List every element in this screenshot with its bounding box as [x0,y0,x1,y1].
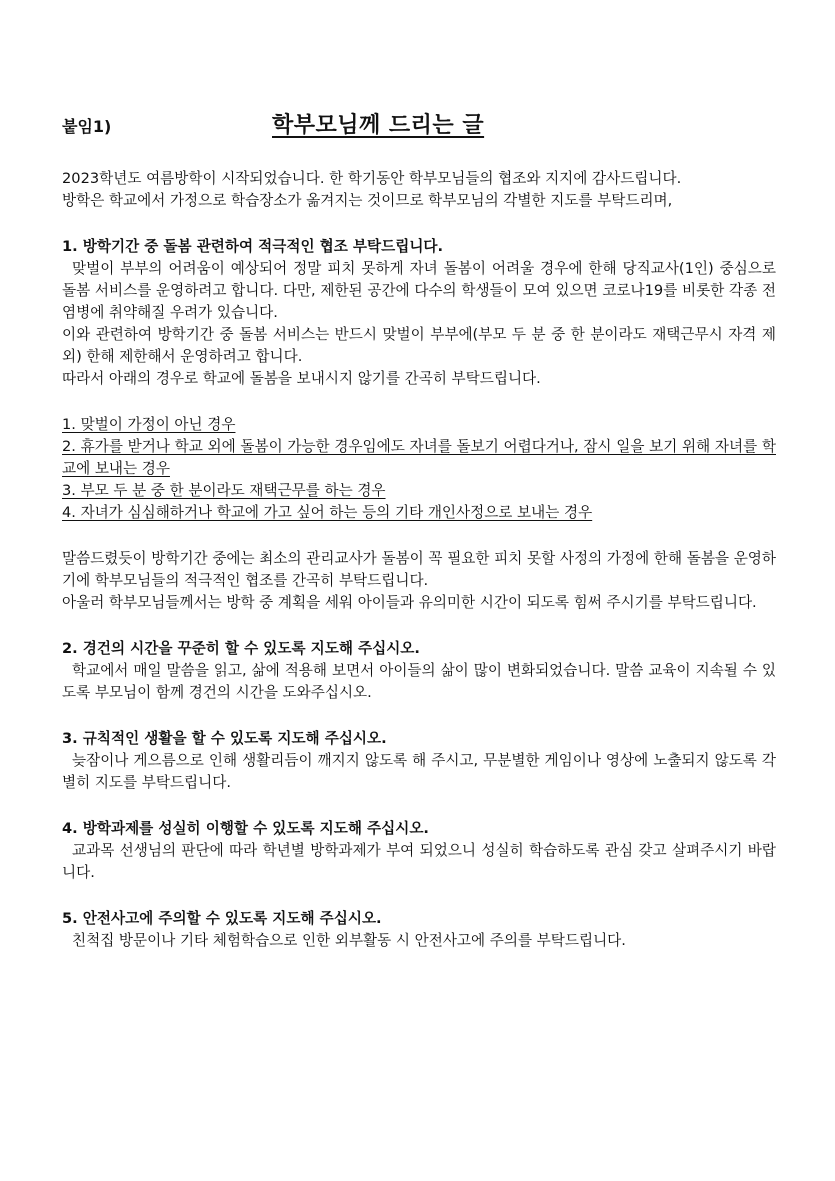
section-1-paragraph-5: 아울러 학부모님들께서는 방학 중 계획을 세워 아이들과 유의미한 시간이 되도록 힘써 주시기를 부탁드립니다. [62,594,757,611]
attachment-label: 붙임1) [62,117,112,136]
case-item-4: 4. 자녀가 심심해하거나 학교에 가고 싶어 하는 등의 기타 개인사정으로 보내는 경우 [62,504,593,521]
section-5-heading: 5. 안전사고에 주의할 수 있도록 지도해 주십시오. [62,910,382,927]
intro-line-1: 2023학년도 여름방학이 시작되었습니다. 한 학기동안 학부모님들의 협조와 지지에 감사드립니다. [62,170,682,187]
section-1-heading: 1. 방학기간 중 돌봄 관련하여 적극적인 협조 부탁드립니다. [62,238,444,255]
section-2-heading: 2. 경건의 시간을 꾸준히 할 수 있도록 지도해 주십시오. [62,640,420,657]
section-2-body: 학교에서 매일 말씀을 읽고, 삶에 적용해 보면서 아이들의 삶이 많이 변화되었습니다. 말씀 교육이 지속될 수 있도록 부모님이 함께 경건의 시간을 도와주십시오. [62,662,776,701]
case-item-2: 2. 휴가를 받거나 학교 외에 돌봄이 가능한 경우임에도 자녀를 돌보기 어렵다거나, 잠시 일을 보기 위해 자녀를 학교에 보내는 경우 [62,438,776,477]
section-1-paragraph-4: 말씀드렸듯이 방학기간 중에는 최소의 관리교사가 돌봄이 꼭 필요한 피치 못할 사정의 가정에 한해 돌봄을 운영하기에 학부모님들의 적극적인 협조를 간곡히 부탁드립니다. [62,550,776,589]
section-1-paragraph-2: 이와 관련하여 방학기간 중 돌봄 서비스는 반드시 맞벌이 부부에(부모 두 분 중 한 분이라도 재택근무시 자격 제외) 한해 제한해서 운영하려고 합니다. [62,326,776,365]
case-item-3: 3. 부모 두 분 중 한 분이라도 재택근무를 하는 경우 [62,482,386,499]
section-1-paragraph-1: 맞벌이 부부의 어려움이 예상되어 정말 피치 못하게 자녀 돌봄이 어려울 경우에 한해 당직교사(1인) 중심으로 돌봄 서비스를 운영하려고 합니다. 다만, 제한된 공간에 다수의 학생들이 모여 있으면 코로나19를 비롯한 각종 전염병에 취약해질 우려가 있습니다. [62,260,776,321]
section-3-body: 늦잠이나 게으름으로 인해 생활리듬이 깨지지 않도록 해 주시고, 무분별한 게임이나 영상에 노출되지 않도록 각별히 지도를 부탁드립니다. [62,752,776,791]
section-5-body: 친척집 방문이나 기타 체험학습으로 인한 외부활동 시 안전사고에 주의를 부탁드립니다. [72,932,626,949]
document-header [62,108,782,140]
section-1-paragraph-3: 따라서 아래의 경우로 학교에 돌봄을 보내시지 않기를 간곡히 부탁드립니다. [62,370,541,387]
page-title: 학부모님께 드리는 글 [272,113,485,138]
section-4-heading: 4. 방학과제를 성실히 이행할 수 있도록 지도해 주십시오. [62,820,429,837]
section-3-heading: 3. 규칙적인 생활을 할 수 있도록 지도해 주십시오. [62,730,387,747]
section-4-body: 교과목 선생님의 판단에 따라 학년별 방학과제가 부여 되었으니 성실히 학습하도록 관심 갖고 살펴주시기 바랍니다. [62,842,776,881]
intro-line-2: 방학은 학교에서 가정으로 학습장소가 옮겨지는 것이므로 학부모님의 각별한 지도를 부탁드리며, [62,192,673,209]
document-body [62,168,776,952]
case-item-1: 1. 맞벌이 가정이 아닌 경우 [62,416,236,433]
